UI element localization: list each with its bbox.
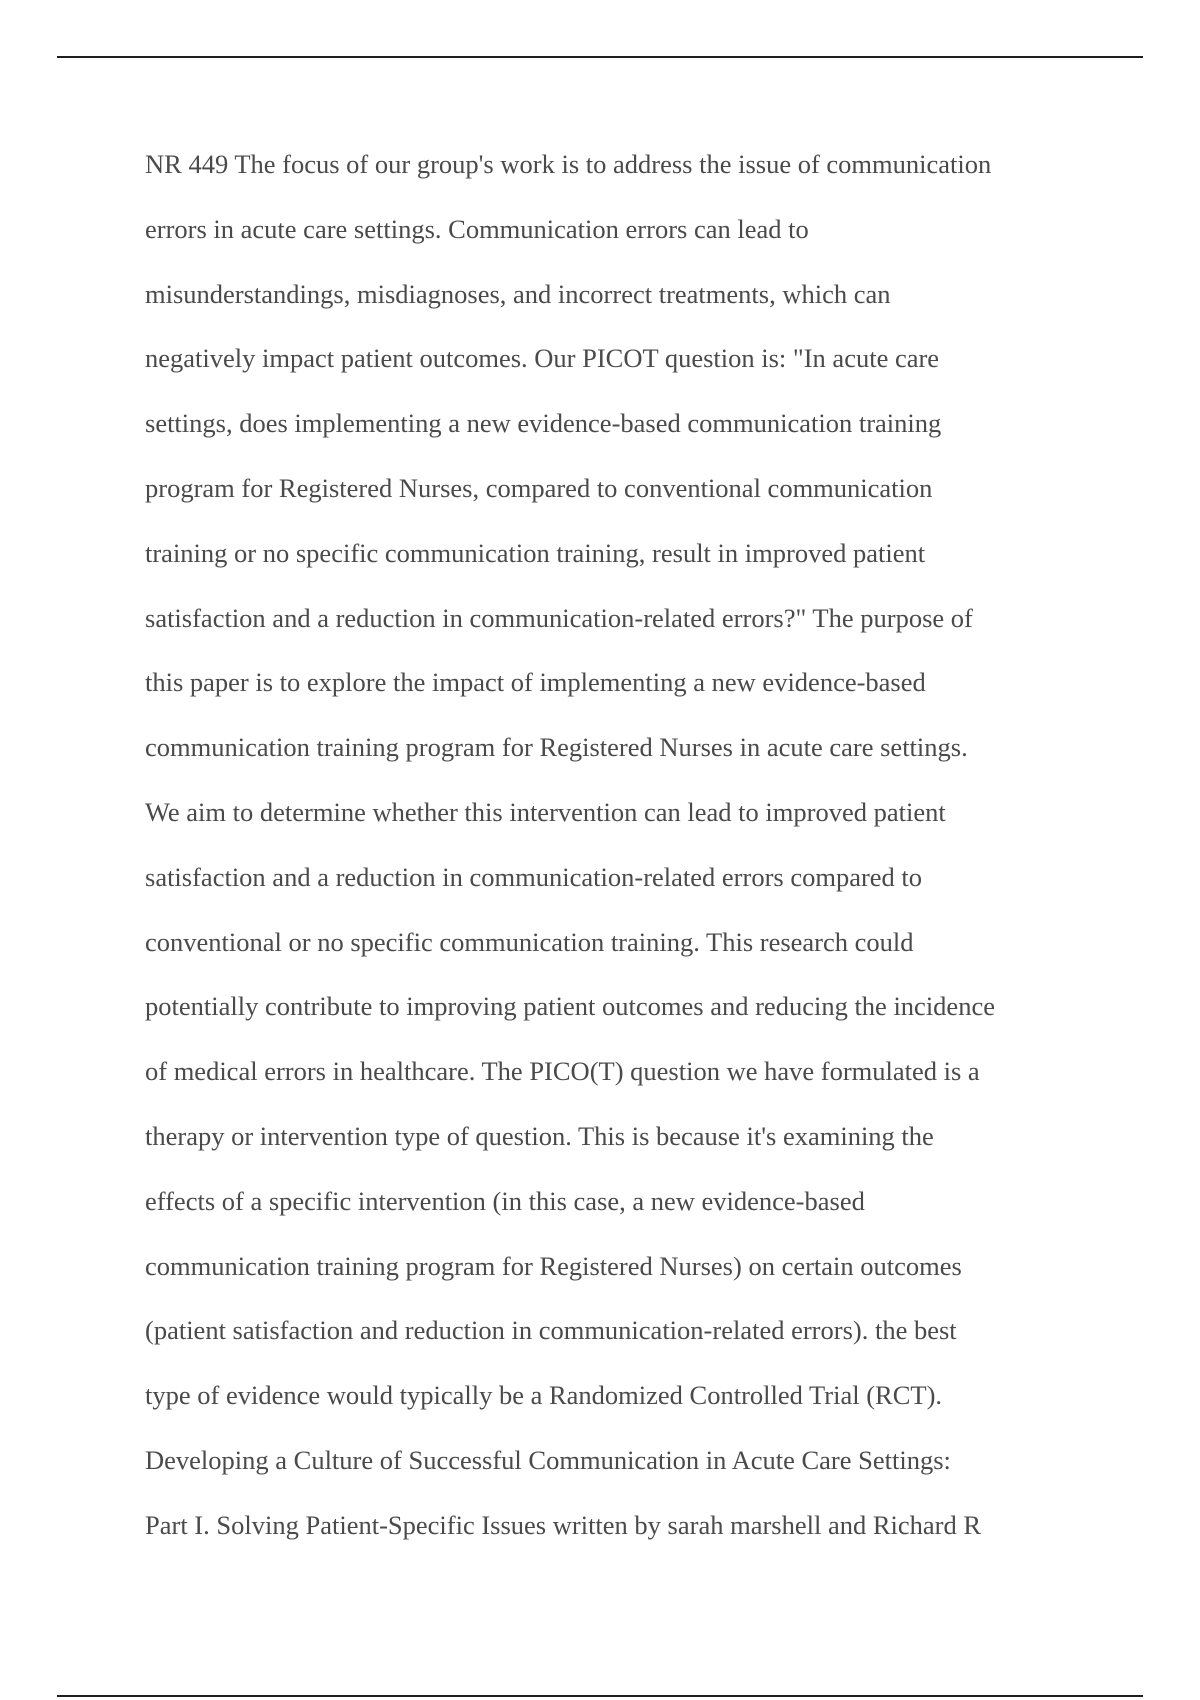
- text-line: therapy or intervention type of question. This is because it's examining the: [145, 1120, 934, 1151]
- text-line: effects of a specific intervention (in this case, a new evidence-based: [145, 1185, 865, 1216]
- text-line: We aim to determine whether this intervention can lead to improved patient: [145, 796, 946, 827]
- text-line: type of evidence would typically be a Randomized Controlled Trial (RCT).: [145, 1380, 943, 1411]
- bottom-divider: [57, 1695, 1143, 1697]
- text-line: of medical errors in healthcare. The PICO(T) question we have formulated is a: [145, 1056, 980, 1087]
- text-line: potentially contribute to improving patient outcomes and reducing the incidence: [145, 991, 995, 1022]
- text-line: communication training program for Registered Nurses in acute care settings.: [145, 732, 968, 763]
- text-line: errors in acute care settings. Communication errors can lead to: [145, 213, 809, 244]
- text-line: program for Registered Nurses, compared to conventional communication: [145, 472, 933, 503]
- document-body: [145, 132, 1105, 1558]
- text-line: misunderstandings, misdiagnoses, and incorrect treatments, which can: [145, 278, 891, 309]
- text-line: NR 449 The focus of our group's work is to address the issue of communication: [145, 149, 992, 179]
- text-line: training or no specific communication training, result in improved patient: [145, 537, 926, 568]
- text-line: satisfaction and a reduction in communication-related errors?" The purpose of: [145, 602, 973, 633]
- text-line: this paper is to explore the impact of implementing a new evidence-based: [145, 667, 926, 698]
- text-line: (patient satisfaction and reduction in communication-related errors). the best: [145, 1315, 957, 1346]
- text-line: Developing a Culture of Successful Communication in Acute Care Settings:: [145, 1444, 951, 1475]
- top-divider: [57, 56, 1143, 58]
- text-line: negatively impact patient outcomes. Our PICOT question is: "In acute care: [145, 343, 940, 374]
- text-line: communication training program for Registered Nurses) on certain outcomes: [145, 1250, 962, 1281]
- text-line: Part I. Solving Patient-Specific Issues written by sarah marshell and Richard R: [145, 1509, 982, 1540]
- text-line: settings, does implementing a new evidence-based communication training: [145, 408, 942, 439]
- text-line: satisfaction and a reduction in communication-related errors compared to: [145, 861, 923, 892]
- text-line: conventional or no specific communication training. This research could: [145, 926, 914, 957]
